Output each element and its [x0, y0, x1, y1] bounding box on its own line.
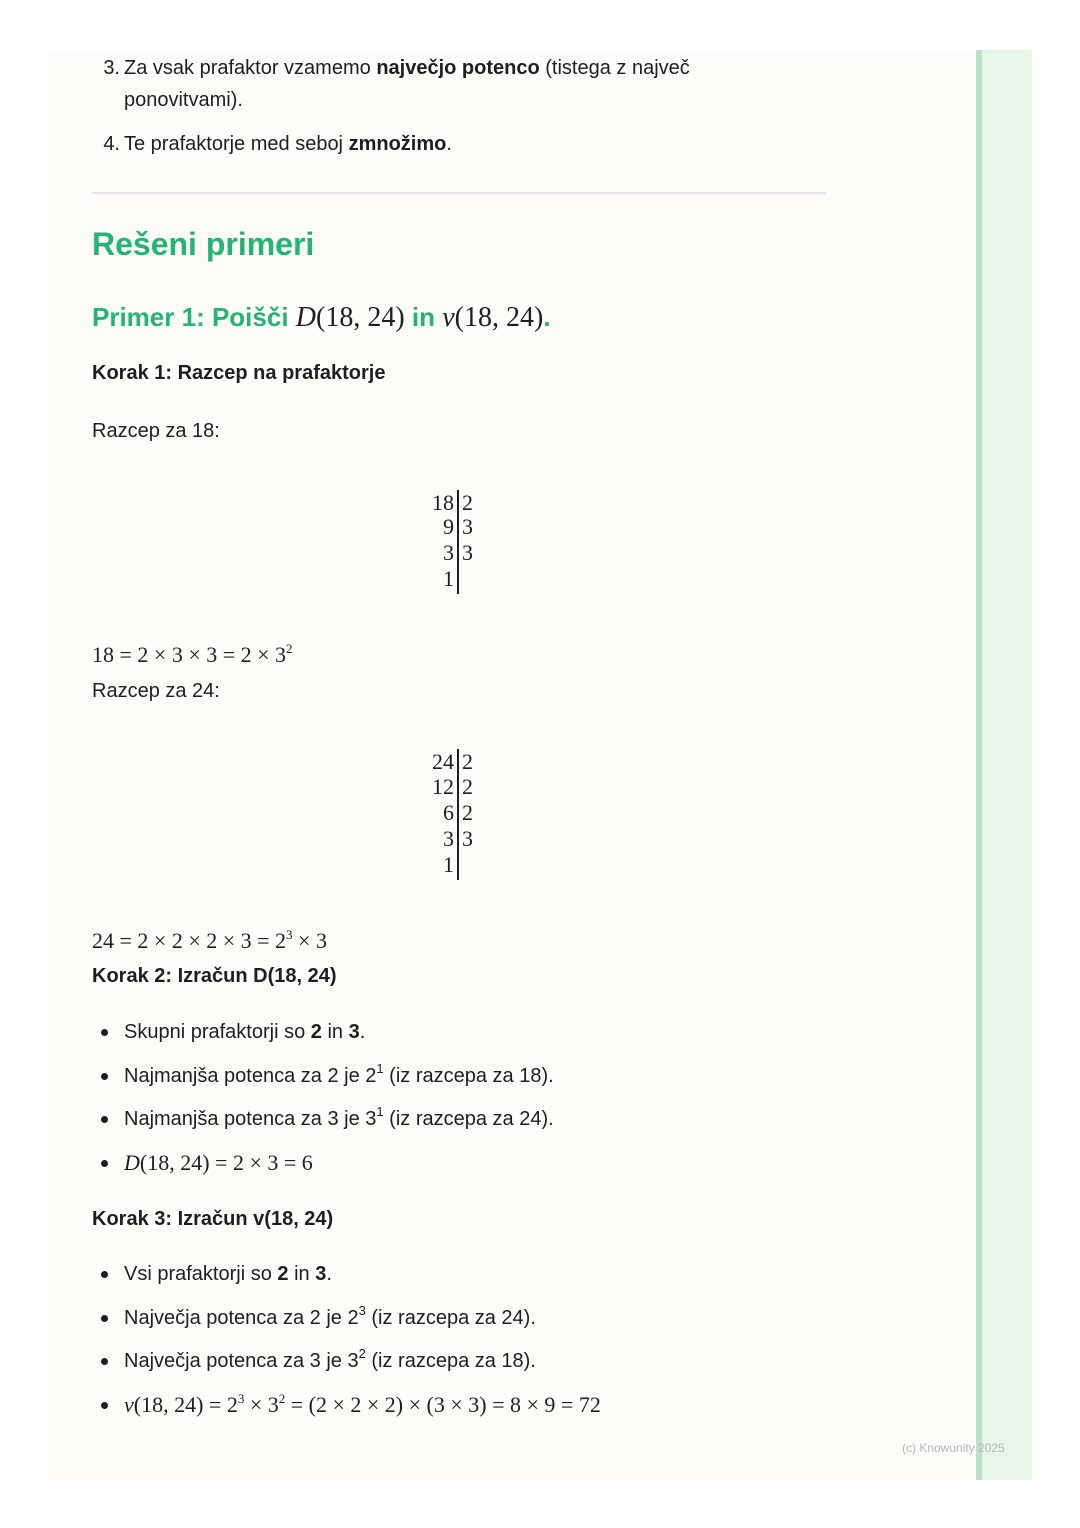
table-cell: 3 — [462, 540, 473, 565]
step-number: 3. — [103, 57, 120, 79]
bullet-marker — [101, 1160, 108, 1167]
sidebar-divider — [976, 50, 982, 1480]
table-cell: 2 — [462, 749, 473, 774]
right-sidebar-panel — [976, 50, 1032, 1480]
table-cell: 3 — [462, 826, 473, 851]
step-heading-korak-2: Korak 2: Izračun D(18, 24) — [92, 965, 337, 987]
table-cell: 2 — [462, 800, 473, 825]
step-number: 4. — [103, 133, 120, 155]
table-cell: 3 — [443, 540, 454, 565]
copyright-watermark: (c) Knowunity 2025 — [902, 1441, 1005, 1455]
table-cell: 12 — [432, 774, 454, 799]
table-cell: 3 — [462, 514, 473, 539]
list-item-formula: D(18, 24) = 2 × 3 = 6 — [124, 1150, 313, 1175]
table-cell: 2 — [462, 490, 473, 515]
table-cell: 3 — [443, 826, 454, 851]
table-cell: 1 — [443, 566, 454, 591]
bullet-marker — [101, 1073, 108, 1080]
horizontal-divider — [92, 192, 827, 194]
step-3-text: Za vsak prafaktor vzamemo največjo potenco (tistega z največ — [124, 57, 690, 79]
table-divider — [457, 490, 459, 594]
bullet-marker — [101, 1315, 108, 1322]
table-cell: 6 — [443, 800, 454, 825]
list-item: Skupni prafaktorji so 2 in 3. — [124, 1021, 366, 1043]
step-heading-korak-3: Korak 3: Izračun v(18, 24) — [92, 1208, 334, 1230]
section-heading: Rešeni primeri — [92, 226, 315, 262]
table-cell: 24 — [432, 749, 454, 774]
razcep-18-label: Razcep za 18: — [92, 420, 220, 442]
razcep-24-label: Razcep za 24: — [92, 680, 220, 702]
bullet-marker — [101, 1358, 108, 1365]
bullet-marker — [101, 1402, 108, 1409]
table-cell: 18 — [432, 490, 454, 515]
bullet-marker — [101, 1271, 108, 1278]
table-divider — [457, 749, 459, 880]
step-heading-korak-1: Korak 1: Razcep na prafaktorje — [92, 362, 386, 384]
bullet-marker — [101, 1029, 108, 1036]
table-cell: 2 — [462, 774, 473, 799]
table-cell: 1 — [443, 852, 454, 877]
list-item: Vsi prafaktorji so 2 in 3. — [124, 1263, 332, 1285]
equation-18: $18 = 2 \times 3 \times 3 = 2 \times 3^2$ — [92, 641, 293, 667]
equation-24: $24 = 2 \times 2 \times 2 \times 3 = 2^3 \times 3$ — [92, 927, 327, 953]
list-item: Največja potenca za 2 je $2^3$ (iz razcepa za 24). — [124, 1303, 536, 1329]
table-cell: 9 — [443, 514, 454, 539]
example-heading: Primer 1: Poišči D(18, 24) in v(18, 24). — [92, 302, 551, 333]
step-4-text: Te prafaktorje med seboj zmnožimo. — [124, 133, 452, 155]
list-item-formula: v(18, $24) = 2^3 \times 3^2 = (2 \times 2 \times 2) \times (3 \times 3) = 8 \times 9 = 72$ — [124, 1391, 601, 1417]
bullet-marker — [101, 1116, 108, 1123]
list-item: Najmanjša potenca za 3 je $3^1$ (iz razcepa za 24). — [124, 1104, 554, 1130]
list-item: Največja potenca za 3 je $3^2$ (iz razcepa za 18). — [124, 1346, 536, 1372]
step-3-text-cont: ponovitvami). — [124, 89, 243, 111]
list-item: Najmanjša potenca za 2 je $2^1$ (iz razcepa za 18). — [124, 1061, 554, 1087]
